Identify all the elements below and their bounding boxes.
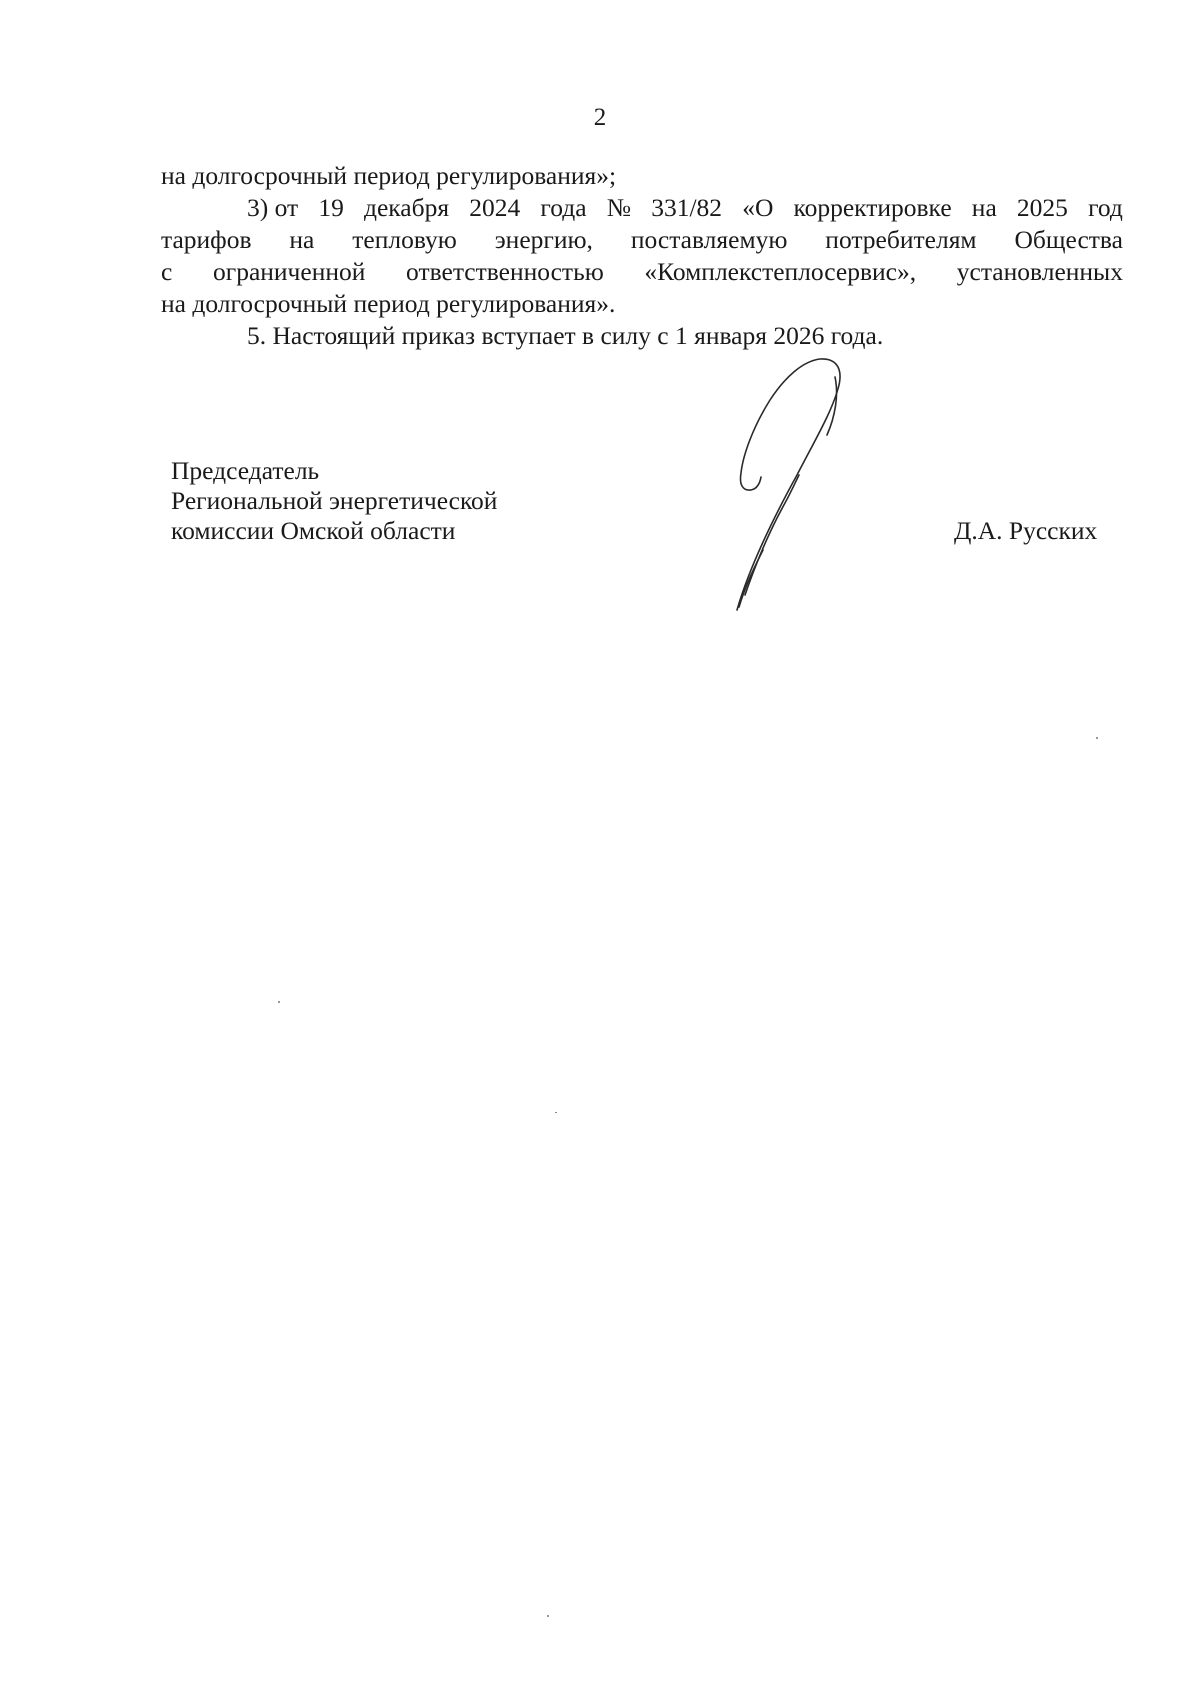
- paragraph-continuation: на долгосрочный период регулирования»;: [161, 161, 617, 190]
- position-line-2: Региональной энергетической: [171, 486, 498, 515]
- word: 19: [318, 193, 344, 222]
- word: потребителям: [825, 225, 977, 254]
- word: поставляемую: [630, 225, 788, 254]
- word: 2025: [1016, 193, 1068, 222]
- word: №: [606, 193, 632, 222]
- item5-paragraph: 5. Настоящий приказ вступает в силу с 1 января 2026 года.: [247, 321, 884, 350]
- word: год: [1088, 193, 1123, 222]
- word: тепловую: [352, 225, 457, 254]
- word: года: [540, 193, 587, 222]
- signatory-position: [171, 456, 497, 546]
- word: «О: [742, 193, 774, 222]
- item3-line4: на долгосрочный период регулирования».: [161, 289, 616, 318]
- word: 2024: [469, 193, 521, 222]
- word: с: [161, 257, 173, 286]
- item3-line2: [161, 224, 1123, 256]
- word: установленных: [956, 257, 1123, 286]
- scan-speck: [1096, 737, 1098, 739]
- handwritten-signature: [715, 355, 865, 615]
- item3-line3: [161, 256, 1123, 288]
- word: 3) от: [247, 193, 299, 222]
- word: корректировке: [793, 193, 952, 222]
- scan-speck: [555, 1112, 557, 1113]
- page-number: 2: [593, 104, 607, 131]
- position-line-1: Председатель: [171, 456, 320, 485]
- word: тарифов: [161, 225, 252, 254]
- scan-speck: [547, 1615, 549, 1617]
- word: декабря: [364, 193, 450, 222]
- word: ответственностью: [406, 257, 604, 286]
- word: на: [289, 225, 315, 254]
- word: энергию,: [494, 225, 593, 254]
- word: Общества: [1014, 225, 1123, 254]
- position-line-3: комиссии Омской области: [171, 516, 456, 545]
- signer-name: Д.А. Русских: [954, 516, 1098, 545]
- word: ограниченной: [212, 257, 366, 286]
- scan-speck: [278, 1001, 280, 1003]
- item3-line1: [161, 192, 1123, 224]
- word: «Комплекстеплосервис»,: [644, 257, 917, 286]
- word: на: [971, 193, 997, 222]
- document-body: [161, 160, 1123, 352]
- word: 331/82: [651, 193, 723, 222]
